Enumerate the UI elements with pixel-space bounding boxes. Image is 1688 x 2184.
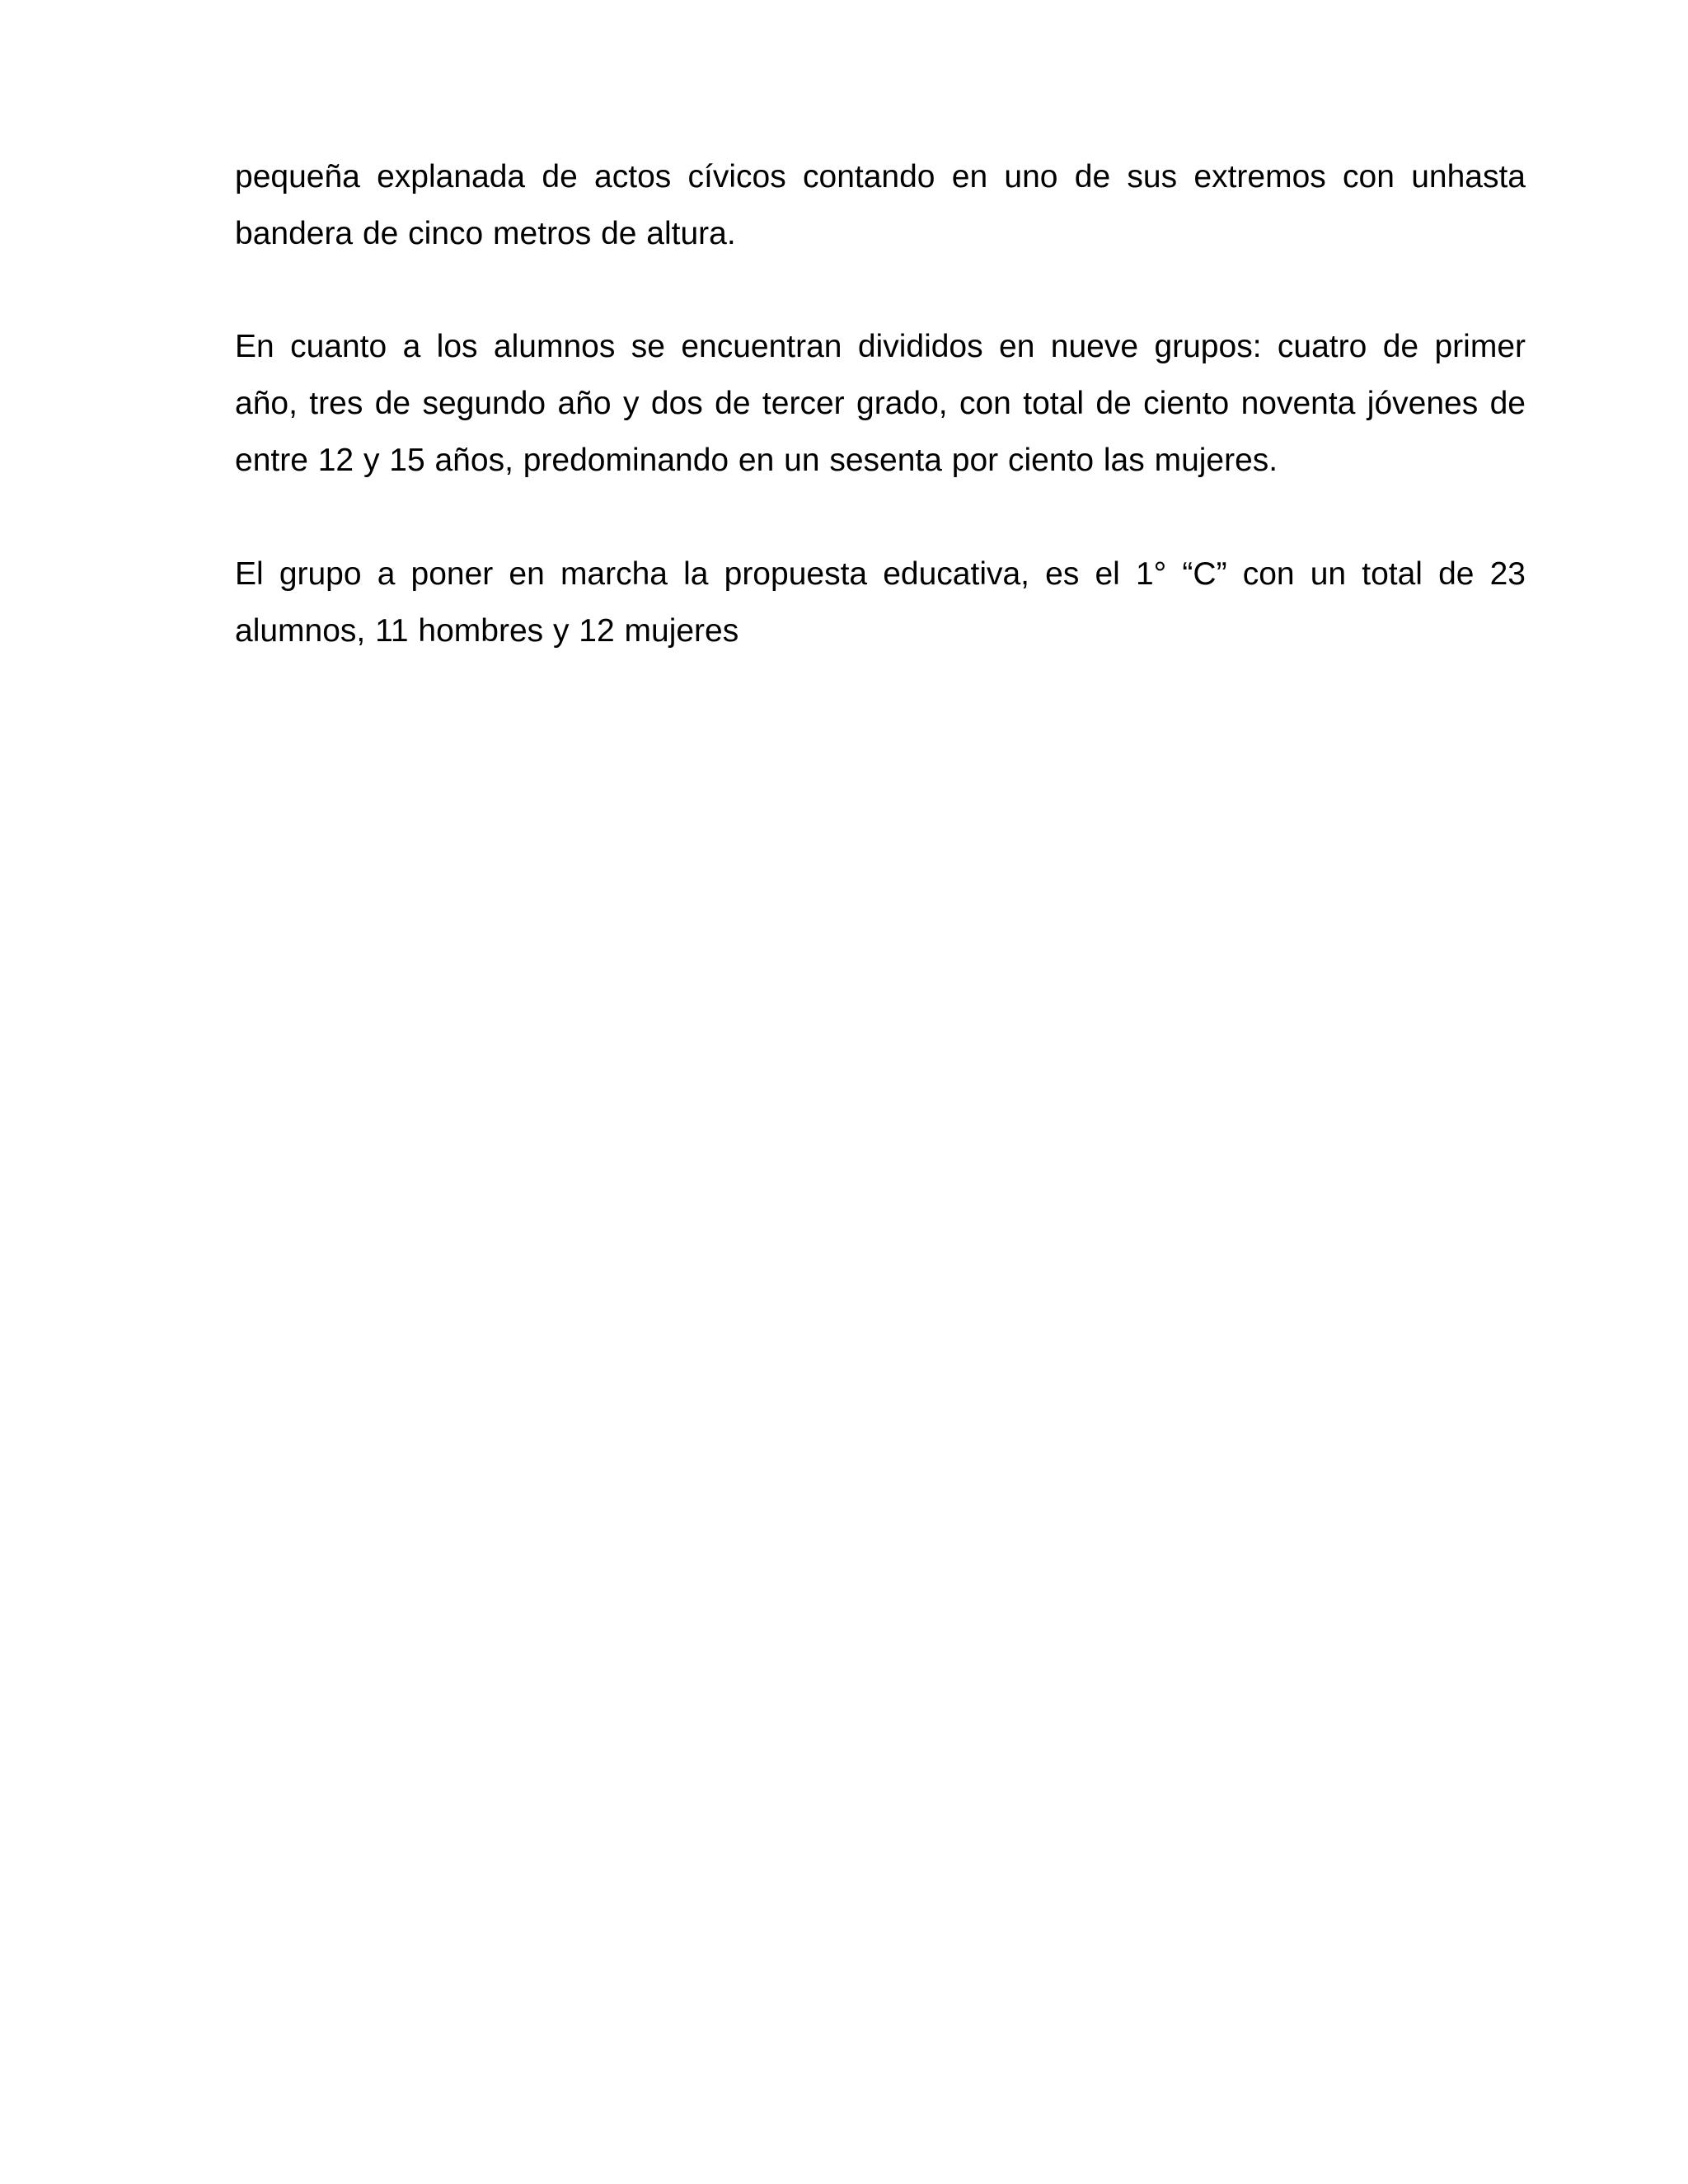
- paragraph-target-group: [235, 546, 1526, 659]
- text-line: pequeña explanada de actos cívicos contando en uno de sus extremos con unhasta: [235, 159, 1526, 194]
- text-line: En cuanto a los alumnos se encuentran divididos en nueve grupos: cuatro de primer: [235, 329, 1526, 364]
- text-line: alumnos, 11 hombres y 12 mujeres: [235, 613, 739, 649]
- paragraph-student-groups: [235, 318, 1526, 489]
- text-line: año, tres de segundo año y dos de tercer grado, con total de ciento noventa jóvenes de: [235, 386, 1526, 421]
- paragraph-school-grounds: [235, 148, 1526, 262]
- text-line: El grupo a poner en marcha la propuesta educativa, es el 1° “C” con un total de 23: [235, 556, 1526, 592]
- text-line: entre 12 y 15 años, predominando en un sesenta por ciento las mujeres.: [235, 443, 1278, 478]
- text-line: bandera de cinco metros de altura.: [235, 216, 736, 251]
